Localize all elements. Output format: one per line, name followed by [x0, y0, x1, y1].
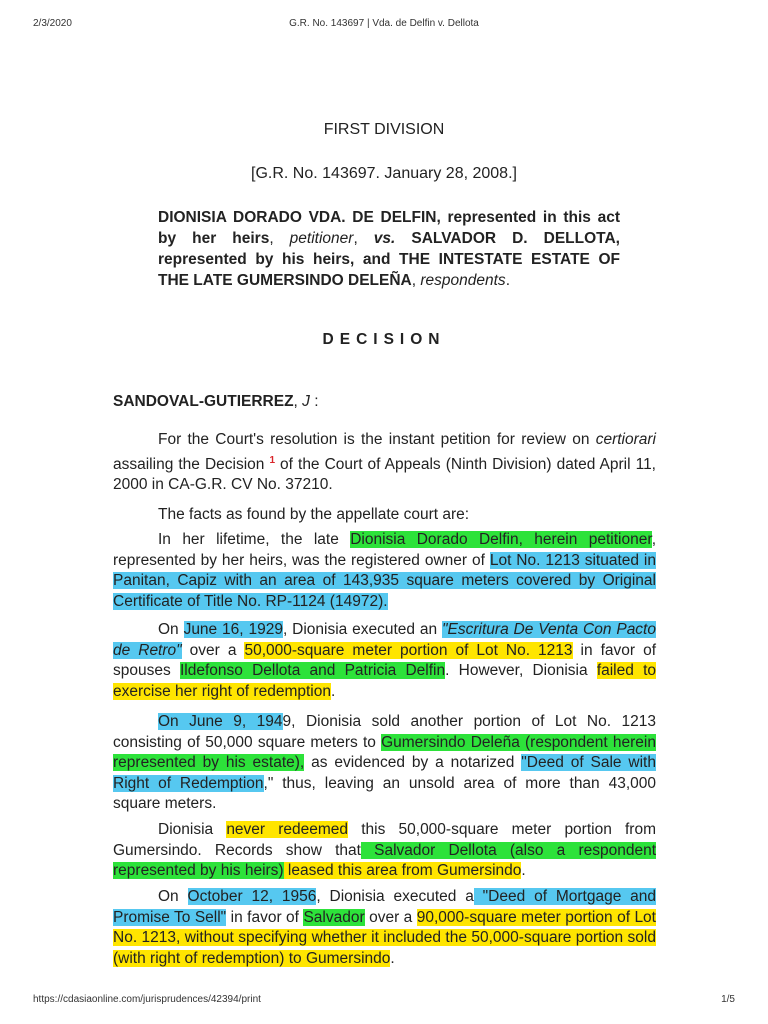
p6-text-b: this 50,000-square meter portion from Gumersindo. Records show that [113, 821, 656, 859]
respondents-label: respondents [420, 272, 506, 289]
p7-text-b: , Dionisia executed a [316, 888, 474, 905]
page-number: 1/5 [721, 994, 735, 1005]
highlight-yellow: failed to exercise her right of redemption [113, 662, 657, 700]
highlight-yellow: never redeemed [226, 821, 349, 838]
ponente-suffix: J [302, 393, 310, 410]
paragraph-6 [113, 820, 656, 882]
highlight-yellow: leased this area from Gumersindo [283, 862, 522, 879]
paragraph-1 [113, 430, 656, 496]
gr-number: [G.R. No. 143697. January 28, 2008.] [251, 165, 517, 182]
paragraph-2: The facts as found by the appellate court are: [158, 506, 470, 523]
p6-text-c: . [521, 862, 526, 879]
print-header [0, 18, 768, 34]
highlight-blue: "Escritura De Venta Con Pacto de Retro" [113, 621, 656, 659]
p5-text-b: as evidenced by a notarized [304, 754, 522, 771]
paragraph-3 [113, 530, 656, 612]
p4-text-e: . However, Dionisia [445, 662, 597, 679]
p6-text-a: Dionisia [158, 821, 227, 838]
highlight-green: Ildefonso Dellota and Patricia Delfin [179, 662, 446, 679]
print-url: https://cdasiaonline.com/jurisprudences/42394/print [33, 994, 261, 1005]
highlight-green: Dionisia Dorado Delfin, herein petitioner [350, 531, 652, 548]
ponente-name: SANDOVAL-GUTIERREZ [113, 393, 294, 410]
p7-text-a: On [158, 888, 188, 905]
p4-text-f: . [330, 682, 336, 700]
paragraph-7 [113, 887, 656, 969]
p1-text-c: assailing the Decision [113, 455, 270, 473]
p4-text-b: , Dionisia executed an [282, 621, 443, 638]
decision-heading: DECISION [322, 331, 446, 348]
paragraph-4 [113, 620, 656, 702]
p4-text-d: in favor of spouses [113, 641, 657, 679]
division-heading: FIRST DIVISION [323, 121, 445, 138]
p4-text-c: over a [181, 641, 245, 659]
p3-text-b: , represented by her heirs, was the registered owner of [113, 531, 656, 569]
highlight-green: Gumersindo Deleña (respondent herein represented by his estate), [113, 733, 656, 771]
case-parties: DIONISIA DORADO VDA. DE DELFIN, represented in this act by her heirs, petitioner, vs. SALVADOR D. DELLOTA, represented by his heirs, and THE INTESTATE ESTATE OF THE LATE GUMERSINDO DELEÑA, respondents. [158, 209, 620, 289]
highlight-blue: Lot No. 1213 situated in Panitan, Capiz with an area of 143,935 square meters covered by Original Certificate of Title No. RP-1124 (14972). [113, 551, 656, 610]
paragraph-5 [113, 712, 656, 815]
respondents-name: SALVADOR D. DELLOTA, represented by his heirs, and THE INTESTATE ESTATE OF THE LATE GUMERSINDO DELEÑA [158, 230, 620, 289]
highlight-blue: October 12, 1956 [187, 888, 317, 905]
p5-text-a: 9, Dionisia sold another portion of Lot No. 1213 consisting of 50,000 square meters to [113, 713, 656, 751]
p7-text-d: over a [364, 908, 417, 926]
p1-text-d: of the Court of Appeals (Ninth Division) dated April 11, 2000 in CA-G.R. CV No. 37210. [113, 455, 656, 494]
highlight-blue: On June 9, 194 [158, 713, 283, 730]
highlight-yellow: 50,000-square meter portion of Lot No. 1213 [244, 641, 573, 659]
p4-text-a: On [158, 621, 184, 638]
highlight-blue: "Deed of Mortgage and Promise To Sell" [113, 888, 657, 926]
highlight-yellow: 90,000-square meter portion of Lot No. 1213, without specifying whether it included the 50,000-square portion sold (with right of redemption) to Gumersindo [113, 908, 656, 967]
versus: vs. [373, 230, 396, 247]
p1-text-a: For the Court's resolution is the instant petition for review on [158, 431, 596, 448]
p7-text-c: in favor of [226, 908, 304, 926]
p1-certiorari: certiorari [595, 431, 656, 448]
highlight-green: Salvador Dellota (also a respondent represented by his heirs) [113, 841, 657, 879]
petitioner-name: DIONISIA DORADO VDA. DE DELFIN, represented in this act by her heirs [158, 209, 620, 247]
print-title: G.R. No. 143697 | Vda. de Delfin v. Dellota [289, 18, 479, 29]
highlight-blue: June 16, 1929 [183, 621, 283, 638]
ponente: SANDOVAL-GUTIERREZ, J : [113, 393, 319, 410]
p7-text-e: . [390, 949, 395, 967]
highlight-blue: "Deed of Sale with Right of Redemption [113, 754, 656, 792]
print-date: 2/3/2020 [33, 18, 72, 29]
highlight-green: Salvador [303, 908, 365, 926]
p5-text-c: ," thus, leaving an unsold area of more than 43,000 square meters. [113, 774, 656, 812]
petitioner-label: petitioner [289, 230, 354, 247]
footnote-link[interactable]: 1 [269, 454, 275, 466]
p3-text-a: In her lifetime, the late [158, 531, 351, 548]
